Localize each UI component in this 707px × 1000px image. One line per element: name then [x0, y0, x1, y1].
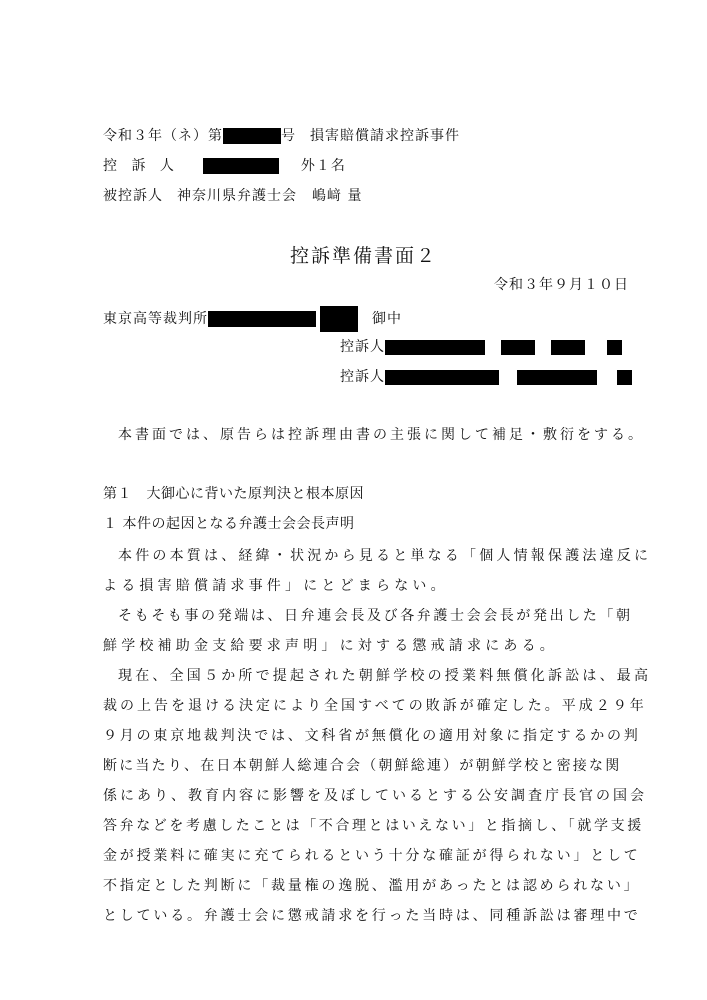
redaction-bar	[223, 128, 281, 144]
court-addressee-line	[103, 306, 402, 332]
appellant-line	[103, 157, 346, 175]
case-number-line	[103, 127, 460, 145]
document-title: 控訴準備書面２	[290, 245, 438, 267]
body-text-line: 現在、全国５か所で提起された朝鮮学校の授業料無償化訴訟は、最高	[118, 668, 652, 684]
document-date: 令和３年９月１０日	[494, 277, 629, 293]
case-number-suffix: 号	[281, 128, 296, 144]
appellee-name: 神奈川県弁護士会 嶋﨑 量	[177, 188, 363, 204]
redaction-bar	[208, 311, 316, 327]
body-text-line: 係にあり、教育内容に影響を及ぼしているとする公安調査庁長官の国会	[103, 788, 647, 804]
body-text-line: 金が授業料に確実に充てられるという十分な確証が得られない」として	[103, 848, 641, 864]
redaction-bar	[203, 158, 279, 174]
body-text-line: 答弁などを考慮したことは「不合理とはいえない」と指摘し、「就学支援	[103, 818, 644, 834]
body-text-line: よる損害賠償請求事件」にとどまらない。	[103, 578, 449, 594]
signer-label: 控訴人	[340, 339, 385, 355]
appellee-line	[103, 187, 362, 205]
redaction-bar	[607, 340, 622, 355]
redaction-bar	[617, 370, 632, 385]
redaction-bar	[517, 370, 597, 385]
body-text-line: としている。弁護士会に懲戒請求を行った当時は、同種訴訟は審理中で	[103, 908, 641, 924]
body-text-line: そもそも事の発端は、日弁連会長及び各弁護士会会長が発出した「朝	[118, 608, 633, 624]
signer-line-1	[340, 338, 622, 356]
body-text-line: 鮮学校補助金支給要求声明」に対する懲戒請求にある。	[103, 638, 558, 654]
section-heading: 第１ 大御心に背いた原判決と根本原因	[103, 486, 364, 502]
case-number-prefix: 令和３年（ネ）第	[103, 128, 223, 144]
redaction-bar	[320, 306, 358, 332]
body-text-line: 不指定とした判断に「裁量権の逸脱、濫用があったとは認められない」	[103, 878, 641, 894]
redaction-bar	[551, 340, 585, 355]
appellant-suffix: 外１名	[300, 158, 346, 174]
case-name: 損害賠償請求控訴事件	[310, 128, 460, 144]
appellant-label: 控 訴 人	[103, 158, 179, 174]
intro-paragraph: 本書面では、原告らは控訴理由書の主張に関して補足・敷衍をする。	[118, 427, 645, 443]
body-text-line: 本件の本質は、経緯・状況から見ると単なる「個人情報保護法違反に	[118, 548, 652, 564]
body-text-line: 断に当たり、在日本朝鮮人総連合会（朝鮮総連）が朝鮮学校と密接な関	[103, 758, 622, 774]
redaction-bar	[385, 370, 499, 385]
court-prefix: 東京高等裁判所	[103, 311, 208, 327]
court-suffix: 御中	[372, 311, 402, 327]
signer-line-2	[340, 368, 632, 386]
body-text-line: 裁の上告を退ける決定により全国すべての敗訴が確定した。平成２９年	[103, 698, 647, 714]
appellee-label: 被控訴人	[103, 188, 163, 204]
redaction-bar	[501, 340, 535, 355]
redaction-bar	[385, 340, 485, 355]
signer-label: 控訴人	[340, 369, 385, 385]
subsection-heading: １ 本件の起因となる弁護士会会長声明	[103, 516, 355, 532]
body-text-line: ９月の東京地裁判決では、文科省が無償化の適用対象に指定するかの判	[103, 728, 641, 744]
